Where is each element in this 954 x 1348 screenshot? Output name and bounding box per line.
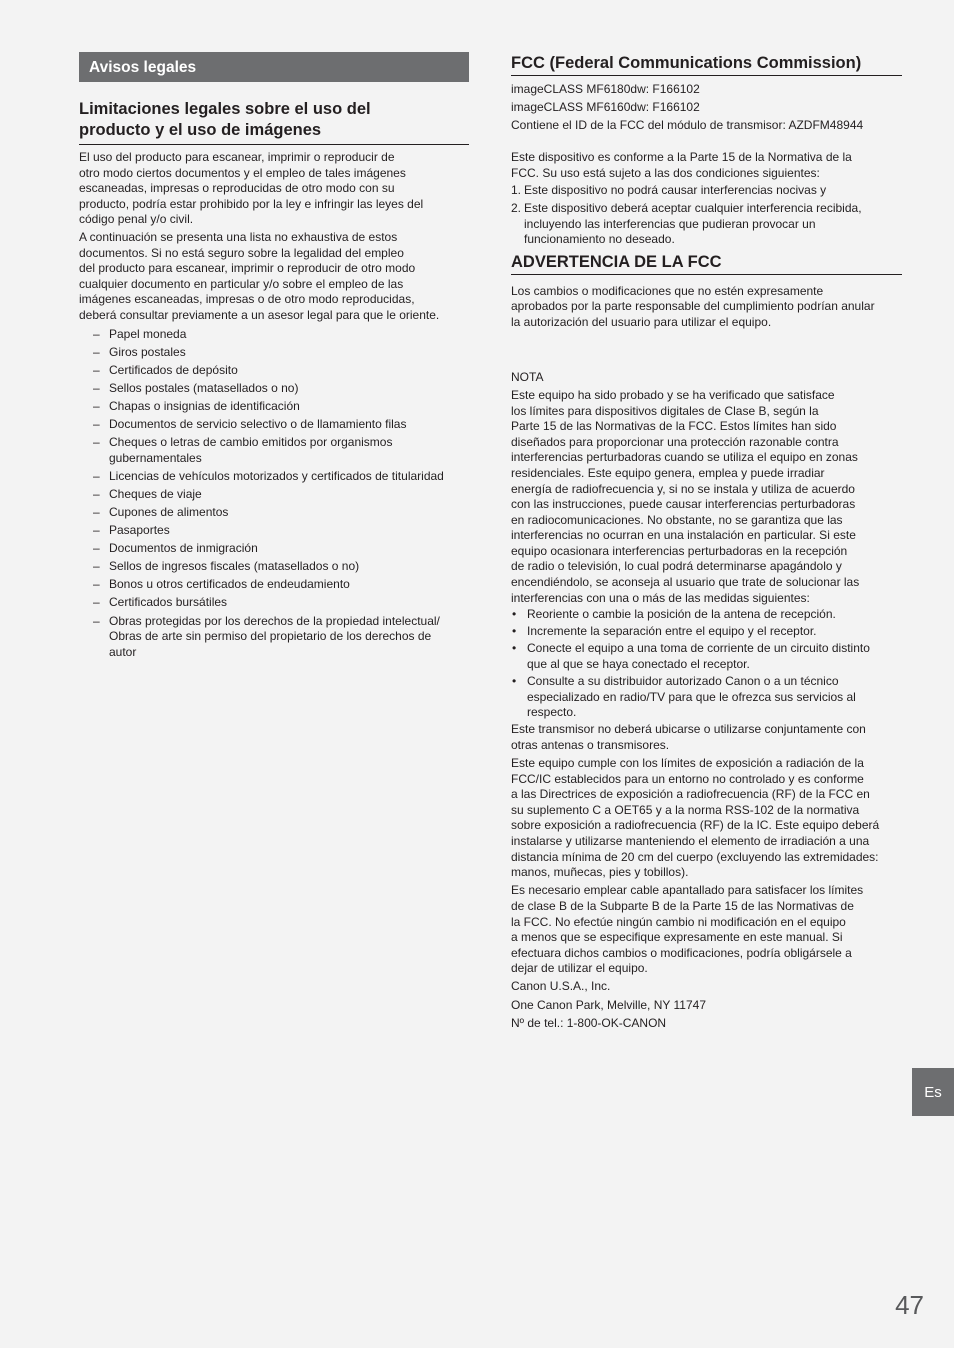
list-item: – Obras protegidas por los derechos de la propiedad intelectual/ Obras de arte sin permiso del propietario de los derechos de autor (79, 614, 469, 661)
list-item: – Bonos u otros certificados de endeudamiento (79, 577, 469, 593)
list-item: – Cupones de alimentos (79, 505, 469, 521)
document-list (79, 327, 469, 661)
condition-text: Este dispositivo deberá aceptar cualquier interferencia recibida, incluyendo las interferencias que pudieran provocar un funcionamiento no deseado. (524, 201, 862, 247)
fcc-warning-heading: ADVERTENCIA DE LA FCC (511, 251, 902, 275)
list-item: – Certificados de depósito (79, 363, 469, 379)
company-phone: Nº de tel.: 1-800-OK-CANON (511, 1015, 667, 1030)
list-item: – Certificados bursátiles (79, 595, 469, 611)
transmitter-paragraph: Este transmisor no deberá ubicarse o utilizarse conjuntamente con otras antenas o transmisores. (511, 722, 866, 752)
page-number: 47 (895, 1290, 924, 1320)
list-item: – Papel moneda (79, 327, 469, 343)
exposure-paragraph: Este equipo cumple con los límites de exposición a radiación de la FCC/IC establecidos para un entorno no controlado y es conforme a las Directrices de exposición a radiofrecuencia (RF) de la FCC en su suplemento C a OET65 y a la norma RSS-102 de la normativa sobre exposición a radiofrecuencia (RF) de la IC. Este equipo deberá instalarse y utilizarse manteniendo el elemento de irradiación a una distancia mínima de 20 cm del cuerpo (excluyendo las extremidades: manos, muñecas, pies y tobillos). (511, 756, 880, 880)
conditions-list (511, 183, 902, 248)
condition-item (511, 201, 902, 248)
fcc-heading: FCC (Federal Communications Commission) (511, 52, 902, 76)
note-text: Este equipo ha sido probado y se ha verificado que satisface los límites para dispositivos digitales de Clase B, según la Parte 15 de las Normativas de la FCC. Estos límites han sido diseñados para proporcionar una protección razonable contra interferencias perturbadoras cuando se utiliza el equipo en zonas residenciales. Este equipo genera, emplea y puede irradiar energía de radiofrecuencia y, si no se instala y utiliza de acuerdo con las instrucciones, puede causar interferencias perturbadoras en radiocomunicaciones. No obstante, no se garantiza que las interferencias no ocurran en una instalación en particular. Si este equipo ocasionara interferencias perturbadoras en la recepción de radio o televisión, lo cual podrá determinarse apagándolo y encendiéndolo, se aconseja al usuario que trate de solucionar las interferencias con una o más de las medidas siguientes: (511, 387, 860, 605)
condition-number: 2. (511, 201, 522, 216)
list-item: – Cheques o letras de cambio emitidos por organismos gubernamentales (79, 435, 469, 466)
list-item: – Documentos de inmigración (79, 541, 469, 557)
measure-item: • Consulte a su distribuidor autorizado Canon o a un técnico especializado en radio/TV para que le ofrezca sus servicios al respecto. (511, 674, 902, 721)
measures-list (511, 607, 902, 721)
language-tab: Es (912, 1068, 954, 1116)
measure-item: • Incremente la separación entre el equipo y el receptor. (511, 624, 902, 640)
company-name: Canon U.S.A., Inc. (511, 979, 611, 994)
list-item: – Documentos de servicio selectivo o de llamamiento filas (79, 417, 469, 433)
list-item: – Giros postales (79, 345, 469, 361)
heading-line: Limitaciones legales sobre el uso del (79, 100, 371, 118)
condition-number: 1. (511, 183, 522, 198)
company-address: One Canon Park, Melville, NY 11747 (511, 997, 706, 1012)
cable-paragraph: Es necesario emplear cable apantallado para satisfacer los límites de clase B de la Subparte B de la Parte 15 de las Normativas de la FCC. No efectúe ningún cambio ni modificación en el equipo a menos que se especifique expresamente en este manual. Si efectuara dichos cambios o modificaciones, podría obligársele a dejar de utilizar el equipo. (511, 883, 864, 976)
intro-paragraph: El uso del producto para escanear, imprimir o reproducir de otro modo ciertos documentos y el empleo de tales imágenes escaneadas, impresas o reproducidas de otro modo con su producto, podría estar prohibido por la ley e infringir las leyes del código penal y/o civil. (79, 150, 424, 227)
model-ids (511, 80, 902, 134)
right-column (511, 52, 902, 1031)
list-item: – Sellos postales (matasellados o no) (79, 381, 469, 397)
condition-text: Este dispositivo no podrá causar interferencias nocivas y (524, 183, 827, 198)
fcc-warning-text: Los cambios o modificaciones que no estén expresamente aprobados por la parte responsable del cumplimiento podrían anular la autorización del usuario para utilizar el equipo. (511, 283, 875, 329)
model-line: imageCLASS MF6180dw: F166102 (511, 82, 700, 96)
conformity-paragraph: Este dispositivo es conforme a la Parte 15 de la Normativa de la FCC. Su uso está sujeto a las dos condiciones siguientes: (511, 150, 852, 180)
list-item: – Sellos de ingresos fiscales (matasellados o no) (79, 559, 469, 575)
heading-line: producto y el uso de imágenes (79, 121, 322, 139)
model-line: Contiene el ID de la FCC del módulo de transmisor: AZDFM48944 (511, 118, 864, 132)
list-item: – Cheques de viaje (79, 487, 469, 503)
section-header-avisos-legales: Avisos legales (79, 52, 469, 82)
list-item: – Licencias de vehículos motorizados y certificados de titularidad (79, 469, 469, 485)
list-item: – Pasaportes (79, 523, 469, 539)
left-column (79, 52, 469, 663)
measure-item: • Conecte el equipo a una toma de corriente de un circuito distinto que al que se haya conectado el receptor. (511, 641, 902, 672)
measure-item: • Reoriente o cambie la posición de la antena de recepción. (511, 607, 902, 623)
list-intro-paragraph: A continuación se presenta una lista no exhaustiva de estos documentos. Si no está seguro sobre la legalidad del empleo del producto para escanear, imprimir o reproducir de otro modo cualquier documento en particular y/o sobre el empleo de las imágenes escaneadas, impresas o de otro modo reproducidas, deberá consultar previamente a un asesor legal para que le oriente. (79, 229, 440, 322)
note-section (511, 370, 902, 1031)
model-line: imageCLASS MF6160dw: F166102 (511, 100, 700, 114)
list-item: – Chapas o insignias de identificación (79, 399, 469, 415)
note-label: NOTA (511, 370, 544, 385)
limitations-heading (79, 99, 469, 145)
condition-item (511, 183, 902, 199)
